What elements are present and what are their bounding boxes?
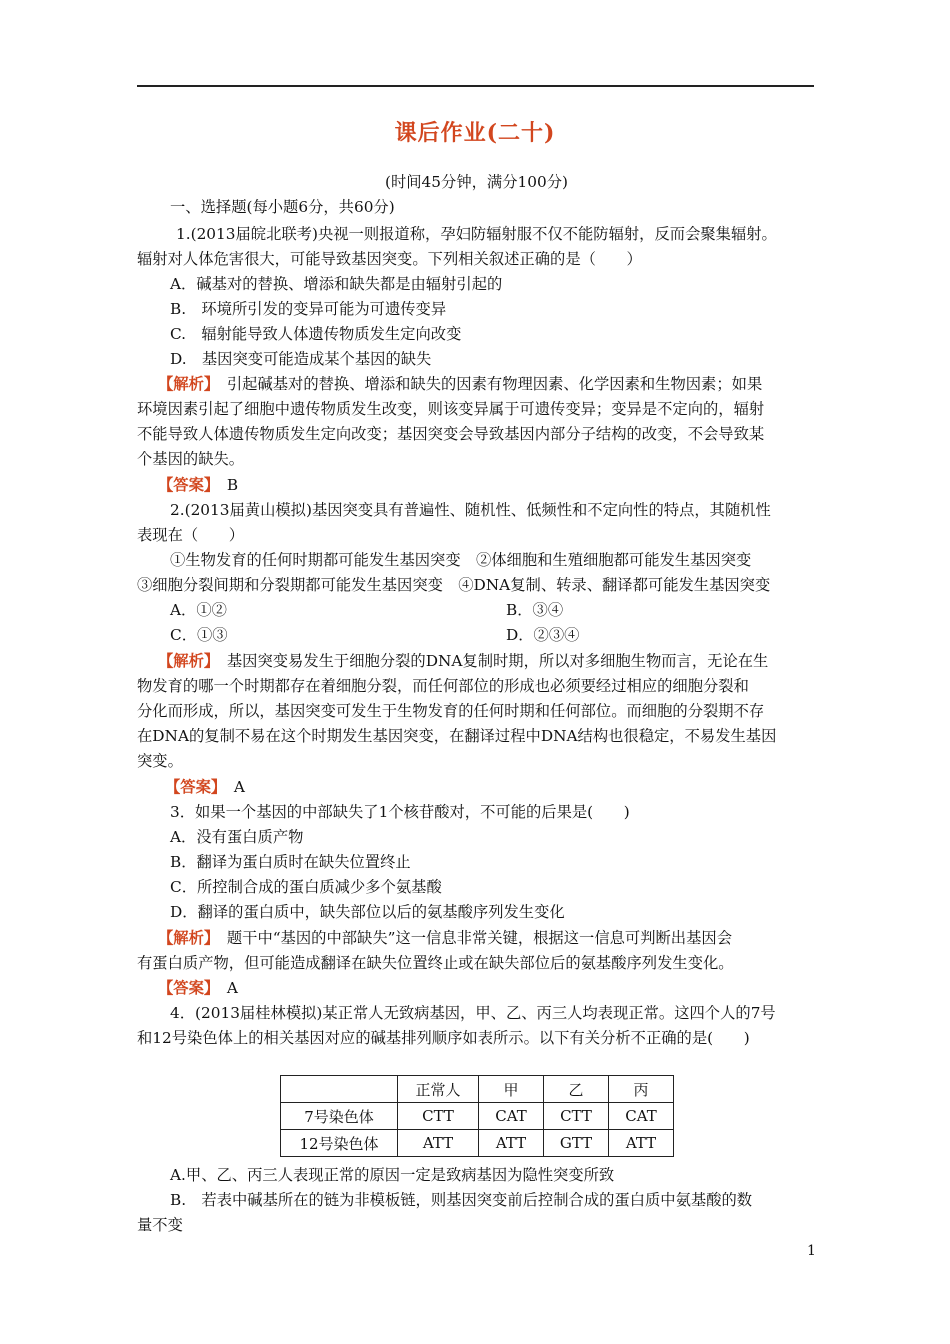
q1-stem-1: 1.(2013届皖北联考)央视一则报道称，孕妇防辐射服不仅不能防辐射，反而会聚集辐射。 (176, 225, 777, 243)
q2-option-a: A．①② (170, 601, 227, 619)
table-header-cell (281, 1076, 398, 1103)
q3-option-d: D．翻译的蛋白质中，缺失部位以后的氨基酸序列发生变化 (170, 903, 565, 921)
q2-answer (165, 777, 245, 797)
table-cell: 7号染色体 (281, 1103, 398, 1130)
table-cell: ATT (609, 1130, 674, 1157)
q4-stem-2: 和12号染色体上的相关基因对应的碱基排列顺序如表所示。以下有关分析不正确的是( ) (137, 1029, 750, 1047)
q2-analysis-text: 基因突变易发生于细胞分裂的DNA复制时期，所以对多细胞生物而言，无论在生 (211, 652, 769, 670)
q3-option-c: C．所控制合成的蛋白质减少多个氨基酸 (170, 878, 442, 896)
q1-option-a: A．碱基对的替换、增添和缺失都是由辐射引起的 (170, 275, 503, 293)
q4-option-a: A.甲、乙、丙三人表现正常的原因一定是致病基因为隐性突变所致 (170, 1166, 615, 1184)
q2-option-c: C．①③ (170, 626, 228, 644)
table-header-cell: 正常人 (398, 1076, 479, 1103)
answer-tag: 【答案】 (158, 476, 212, 494)
q1-analysis-1 (158, 374, 762, 394)
q1-analysis-4: 个基因的缺失。 (137, 450, 245, 468)
q1-analysis-text: 引起碱基对的替换、增添和缺失的因素有物理因素、化学因素和生物因素；如果 (211, 375, 763, 393)
q2-analysis-4: 在DNA的复制不易在这个时期发生基因突变，在翻译过程中DNA结构也很稳定，不易发生基因 (137, 727, 777, 745)
table-cell: 12号染色体 (281, 1130, 398, 1157)
q3-answer (158, 978, 238, 998)
q2-statement-2: ③细胞分裂间期和分裂期都可能发生基因突变 ④DNA复制、转录、翻译都可能发生基因突变 (137, 576, 771, 594)
q3-analysis-text: 题干中“基因的中部缺失”这一信息非常关键，根据这一信息可判断出基因会 (211, 929, 732, 947)
q2-analysis-3: 分化而形成，所以，基因突变可发生于生物发育的任何时期和任何部位。而细胞的分裂期不存 (137, 702, 765, 720)
table-header-row (281, 1076, 674, 1103)
q1-analysis-2: 环境因素引起了细胞中遗传物质发生改变，则该变异属于可遗传变异；变异是不定向的，辐射 (137, 400, 765, 418)
analysis-tag: 【解析】 (158, 375, 212, 393)
table-cell: GTT (544, 1130, 609, 1157)
table-cell: CTT (398, 1103, 479, 1130)
q3-option-b: B．翻译为蛋白质时在缺失位置终止 (170, 853, 411, 871)
q2-stem-2: 表现在（ ） (137, 526, 245, 544)
table-cell: CAT (479, 1103, 544, 1130)
section-heading: 一、选择题(每小题6分，共60分) (170, 198, 395, 216)
page-title: 课后作业(二十) (394, 120, 556, 146)
table-cell: ATT (479, 1130, 544, 1157)
table-row (281, 1103, 674, 1130)
q1-answer (158, 475, 238, 495)
answer-tag: 【答案】 (158, 979, 212, 997)
q1-stem-2: 辐射对人体危害很大，可能导致基因突变。下列相关叙述正确的是（ ） (137, 250, 642, 268)
answer-tag: 【答案】 (165, 778, 219, 796)
q2-option-d: D．②③④ (506, 626, 580, 644)
q2-statement-1: ①生物发育的任何时期都可能发生基因突变 ②体细胞和生殖细胞都可能发生基因突变 (170, 551, 752, 569)
table-header-cell: 丙 (609, 1076, 674, 1103)
q3-option-a: A．没有蛋白质产物 (170, 828, 304, 846)
page-number: 1 (807, 1243, 816, 1259)
q2-analysis-5: 突变。 (137, 752, 183, 770)
q1-option-b: B. 环境所引发的变异可能为可遗传变异 (170, 300, 447, 318)
table-cell: CTT (544, 1103, 609, 1130)
table-row (281, 1130, 674, 1157)
analysis-tag: 【解析】 (158, 929, 212, 947)
q2-analysis-1 (158, 651, 768, 671)
gene-table (280, 1075, 674, 1157)
q2-stem-1: 2.(2013届黄山模拟)基因突变具有普遍性、随机性、低频性和不定向性的特点，其随机性 (170, 501, 771, 519)
q1-analysis-3: 不能导致人体遗传物质发生定向改变；基因突变会导致基因内部分子结构的改变，不会导致某 (137, 425, 765, 443)
q4-option-b-1: B. 若表中碱基所在的链为非模板链，则基因突变前后控制合成的蛋白质中氨基酸的数 (170, 1191, 753, 1209)
q3-analysis-2: 有蛋白质产物，但可能造成翻译在缺失位置终止或在缺失部位后的氨基酸序列发生变化。 (137, 954, 734, 972)
q3-analysis-1 (158, 928, 732, 948)
q2-analysis-2: 物发育的哪一个时期都存在着细胞分裂，而任何部位的形成也必须要经过相应的细胞分裂和 (137, 677, 749, 695)
table-cell: ATT (398, 1130, 479, 1157)
table-header-cell: 乙 (544, 1076, 609, 1103)
table-header-cell: 甲 (479, 1076, 544, 1103)
meta-info: (时间45分钟，满分100分) (385, 173, 568, 191)
q3-stem: 3．如果一个基因的中部缺失了1个核苷酸对，不可能的后果是( ) (170, 803, 630, 821)
q1-answer-value: B (211, 476, 239, 494)
q1-option-d: D. 基因突变可能造成某个基因的缺失 (170, 350, 432, 368)
q1-option-c: C. 辐射能导致人体遗传物质发生定向改变 (170, 325, 462, 343)
q4-option-b-2: 量不变 (137, 1216, 183, 1234)
q2-answer-value: A (218, 778, 245, 796)
q2-option-b: B．③④ (506, 601, 564, 619)
analysis-tag: 【解析】 (158, 652, 212, 670)
table-cell: CAT (609, 1103, 674, 1130)
q3-answer-value: A (211, 979, 238, 997)
header-rule (137, 85, 814, 87)
q4-stem-1: 4．(2013届桂林模拟)某正常人无致病基因，甲、乙、丙三人均表现正常。这四个人的7号 (170, 1004, 776, 1022)
